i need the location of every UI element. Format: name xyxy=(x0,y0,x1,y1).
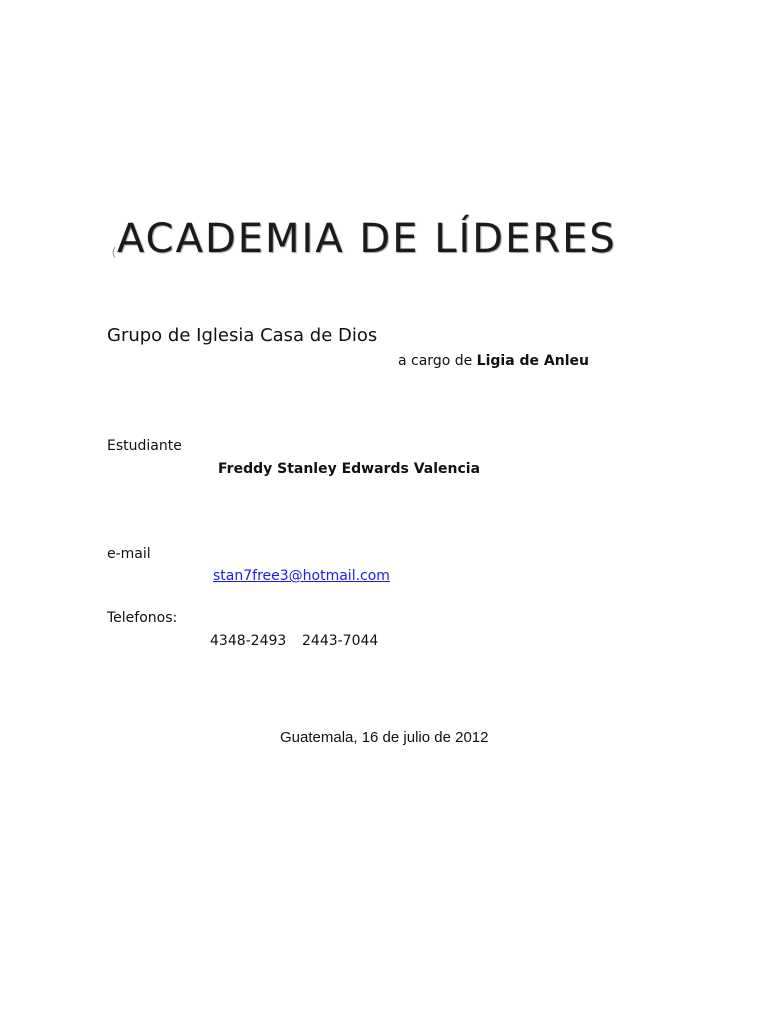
phones-label: Telefonos: xyxy=(107,610,178,626)
phone-number-1: 4348-2493 xyxy=(210,633,287,649)
student-label: Estudiante xyxy=(107,438,182,454)
email-label: e-mail xyxy=(107,546,151,562)
leader-line xyxy=(398,353,589,369)
leader-prefix: a cargo de xyxy=(398,353,473,369)
phone-number-2: 2443-7044 xyxy=(302,633,379,649)
place-and-date: Guatemala, 16 de julio de 2012 xyxy=(280,729,489,746)
church-group-name: Grupo de Iglesia Casa de Dios xyxy=(107,325,378,346)
email-link[interactable]: stan7free3@hotmail.com xyxy=(213,568,390,584)
leader-name: Ligia de Anleu xyxy=(476,353,589,369)
title-bracket-mark: ( xyxy=(112,246,116,258)
document-title: ACADEMIA DE LÍDERES xyxy=(117,216,617,262)
student-name: Freddy Stanley Edwards Valencia xyxy=(218,461,481,477)
